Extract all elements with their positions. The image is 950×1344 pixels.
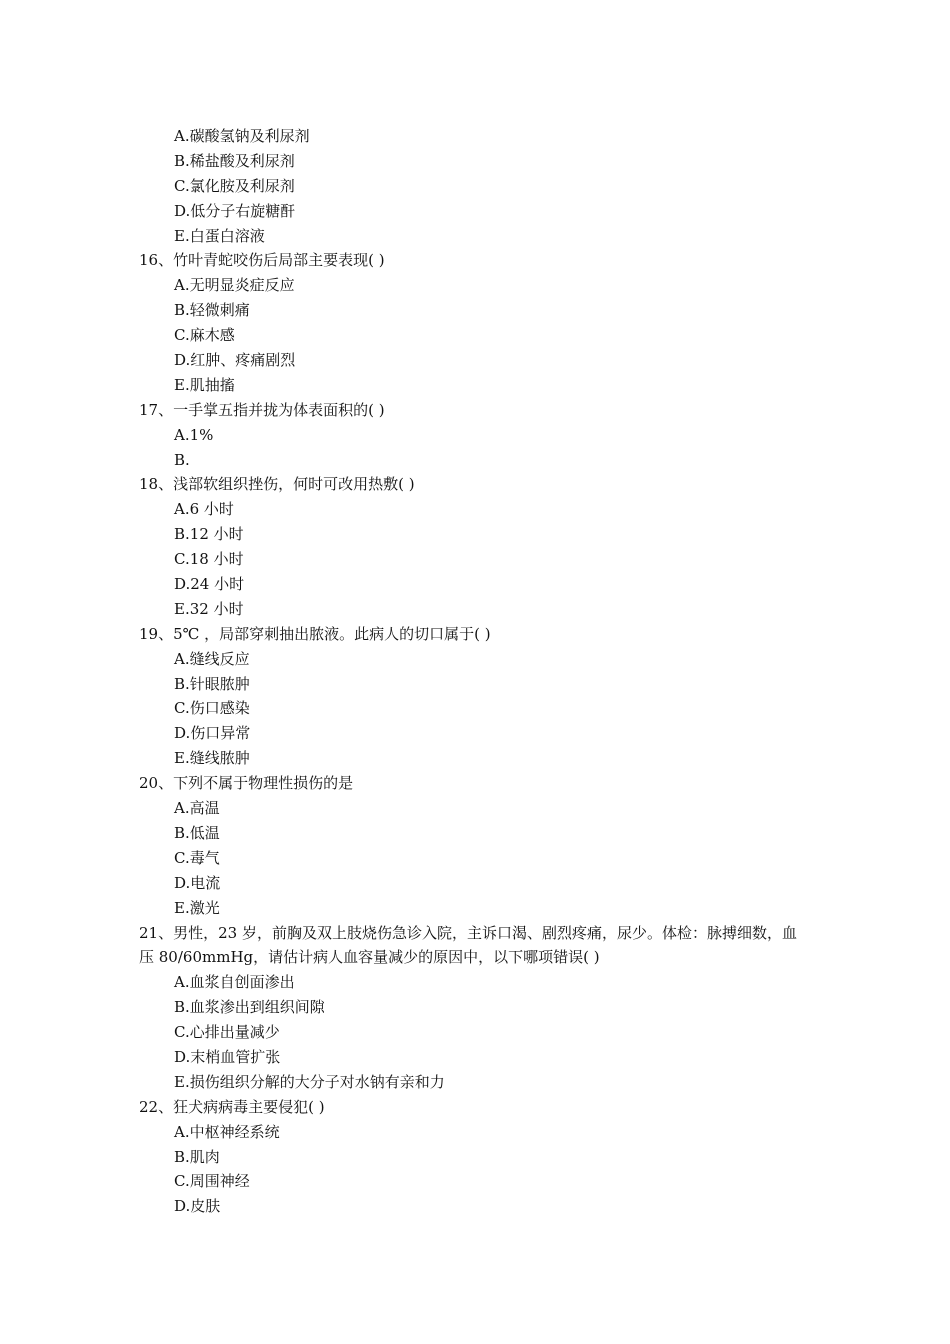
- answer-option: B.血浆渗出到组织间隙: [174, 998, 325, 1017]
- answer-option: E.损伤组织分解的大分子对水钠有亲和力: [174, 1072, 445, 1091]
- answer-option: C.周围神经: [174, 1172, 250, 1191]
- answer-option: C.毒气: [174, 848, 220, 867]
- answer-option: C.18 小时: [174, 550, 244, 569]
- answer-option: A.中枢神经系统: [174, 1122, 280, 1141]
- answer-option: A.血浆自创面渗出: [174, 973, 295, 992]
- answer-option: A.无明显炎症反应: [174, 276, 295, 295]
- answer-option: E.激光: [174, 898, 220, 917]
- answer-option: D.末梢血管扩张: [174, 1047, 281, 1066]
- question-text: 21、男性，23 岁，前胸及双上肢烧伤急诊入院，主诉口渴、剧烈疼痛，尿少。体检：脉搏细数，血: [139, 923, 797, 942]
- question-text: 20、下列不属于物理性损伤的是: [139, 774, 354, 793]
- answer-option: D.24 小时: [174, 575, 245, 594]
- answer-option: E.白蛋白溶液: [174, 226, 265, 245]
- answer-option: D.红肿、疼痛剧烈: [174, 351, 296, 370]
- answer-option: A.高温: [174, 799, 220, 818]
- answer-option: E.肌抽搐: [174, 375, 235, 394]
- answer-option: D.电流: [174, 873, 221, 892]
- answer-option: D.皮肤: [174, 1197, 221, 1216]
- answer-option: C.心排出量减少: [174, 1023, 280, 1042]
- question-text: 19、5℃ ，局部穿刺抽出脓液。此病人的切口属于( ): [139, 624, 491, 643]
- question-text: 22、狂犬病病毒主要侵犯( ): [139, 1097, 325, 1116]
- answer-option: C.氯化胺及利尿剂: [174, 176, 295, 195]
- answer-option: C.麻木感: [174, 326, 235, 345]
- answer-option: B.低温: [174, 823, 220, 842]
- answer-option: E.32 小时: [174, 599, 244, 618]
- answer-option: B.针眼脓肿: [174, 674, 250, 693]
- answer-option: B.轻微刺痛: [174, 301, 250, 320]
- answer-option: B.: [174, 450, 190, 469]
- answer-option: B.稀盐酸及利尿剂: [174, 151, 295, 170]
- answer-option: B.12 小时: [174, 525, 244, 544]
- answer-option: C.伤口感染: [174, 699, 250, 718]
- question-text: 18、浅部软组织挫伤，何时可改用热敷( ): [139, 475, 415, 494]
- question-text: 17、一手掌五指并拢为体表面积的( ): [139, 400, 385, 419]
- answer-option: A.6 小时: [174, 500, 234, 519]
- question-text: 16、竹叶青蛇咬伤后局部主要表现( ): [139, 251, 385, 270]
- answer-option: B.肌肉: [174, 1147, 220, 1166]
- answer-option: D.低分子右旋糖酐: [174, 201, 296, 220]
- answer-option: A.缝线反应: [174, 649, 250, 668]
- answer-option: D.伤口异常: [174, 724, 251, 743]
- answer-option: A.碳酸氢钠及利尿剂: [174, 127, 310, 145]
- question-list: [139, 124, 819, 1219]
- question-text: 压 80/60mmHg，请估计病人血容量减少的原因中，以下哪项错误( ): [139, 948, 600, 967]
- answer-option: E.缝线脓肿: [174, 749, 250, 768]
- answer-option: A.1%: [174, 425, 214, 444]
